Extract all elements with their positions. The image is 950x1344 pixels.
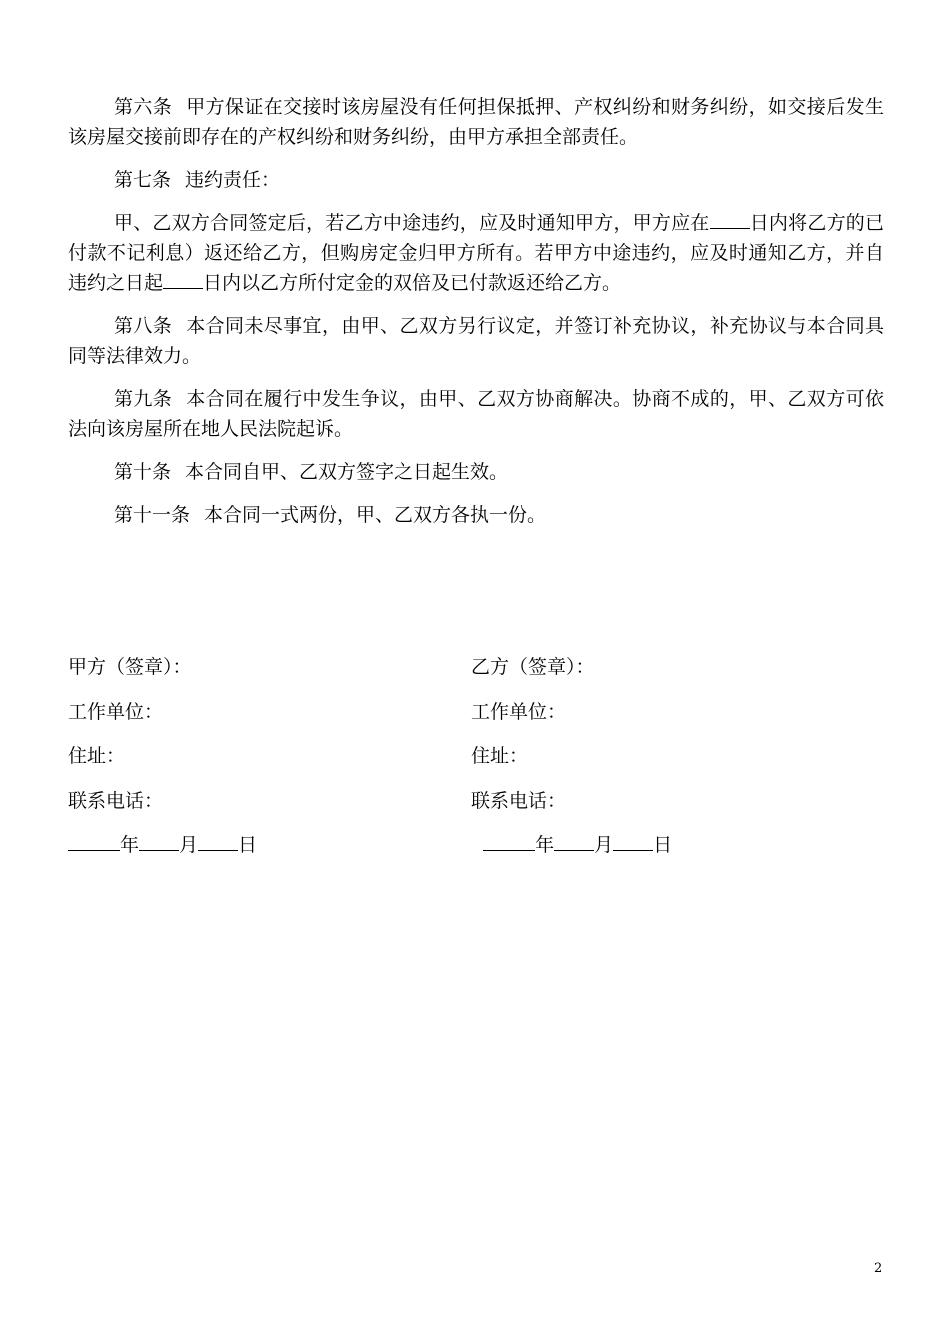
- article-7: [68, 165, 884, 195]
- article-8: [68, 311, 884, 371]
- breach-text-a: 甲、乙双方合同签定后，若乙方中途违约，应及时通知甲方，甲方应在: [114, 212, 710, 234]
- breach-text-c: 日内以乙方所付定金的双倍及已付款返还给乙方。: [203, 272, 622, 294]
- article-10: [68, 457, 884, 487]
- article-11-number: 第十一条: [114, 504, 191, 526]
- article-8-text: 本合同未尽事宜，由甲、乙双方另行议定，并签订补充协议，补充协议与本合同具同等法律效力。: [68, 315, 884, 367]
- party-b-signature-label: 乙方（签章）：: [471, 656, 595, 678]
- page-number: 2: [874, 1261, 883, 1276]
- breach-text-b: 日内将乙方的已付款不记利息）返还给乙方，但购房定金归甲方所有。若甲方中途违约，应及时通知乙方，并自违约之日起: [68, 212, 884, 294]
- party-b-month-blank: [554, 832, 594, 851]
- contract-body: [68, 92, 884, 543]
- party-b-year-label: 年: [535, 834, 555, 856]
- party-b-date-line: [471, 830, 851, 860]
- article-11-text: 本合同一式两份，甲、乙双方各执一份。: [204, 504, 547, 526]
- party-a-date-line: [68, 830, 448, 860]
- party-b-day-label: 日: [653, 834, 673, 856]
- article-10-number: 第十条: [114, 461, 172, 483]
- party-a-phone-label: 联系电话：: [68, 789, 164, 812]
- article-6-text: 甲方保证在交接时该房屋没有任何担保抵押、产权纠纷和财务纠纷，如交接后发生该房屋交接前即存在的产权纠纷和财务纠纷，由甲方承担全部责任。: [68, 96, 884, 148]
- party-a-day-blank: [198, 832, 238, 851]
- article-6: [68, 92, 884, 152]
- party-b-employer-label: 工作单位：: [471, 700, 567, 723]
- party-b-year-blank: [483, 832, 535, 851]
- party-a-day-label: 日: [238, 834, 258, 856]
- party-b-day-blank: [613, 832, 653, 851]
- article-11: [68, 500, 884, 530]
- party-b-signature-block: [471, 652, 851, 875]
- party-a-signature-label: 甲方（签章）：: [68, 656, 192, 678]
- party-a-year-label: 年: [120, 834, 140, 856]
- article-6-number: 第六条: [114, 96, 173, 118]
- article-8-number: 第八条: [114, 315, 173, 337]
- party-b-month-label: 月: [594, 834, 614, 856]
- days-blank-2: [163, 270, 203, 289]
- article-9: [68, 384, 884, 444]
- days-blank-1: [710, 210, 750, 229]
- article-9-text: 本合同在履行中发生争议，由甲、乙双方协商解决。协商不成的，甲、乙双方可依法向该房屋所在地人民法院起诉。: [68, 388, 884, 440]
- party-a-employer-label: 工作单位：: [68, 700, 164, 723]
- party-b-address-label: 住址：: [471, 745, 529, 767]
- party-a-month-label: 月: [179, 834, 199, 856]
- article-10-text: 本合同自甲、乙双方签字之日起生效。: [185, 461, 509, 483]
- party-a-year-blank: [68, 832, 120, 851]
- party-a-address-label: 住址：: [68, 745, 126, 767]
- article-7-text: 违约责任：: [185, 169, 281, 191]
- party-a-month-blank: [139, 832, 179, 851]
- breach-liability-clause: [68, 208, 884, 298]
- party-a-signature-block: [68, 652, 448, 875]
- article-9-number: 第九条: [114, 388, 173, 410]
- party-b-phone-label: 联系电话：: [471, 789, 567, 812]
- article-7-number: 第七条: [114, 169, 172, 191]
